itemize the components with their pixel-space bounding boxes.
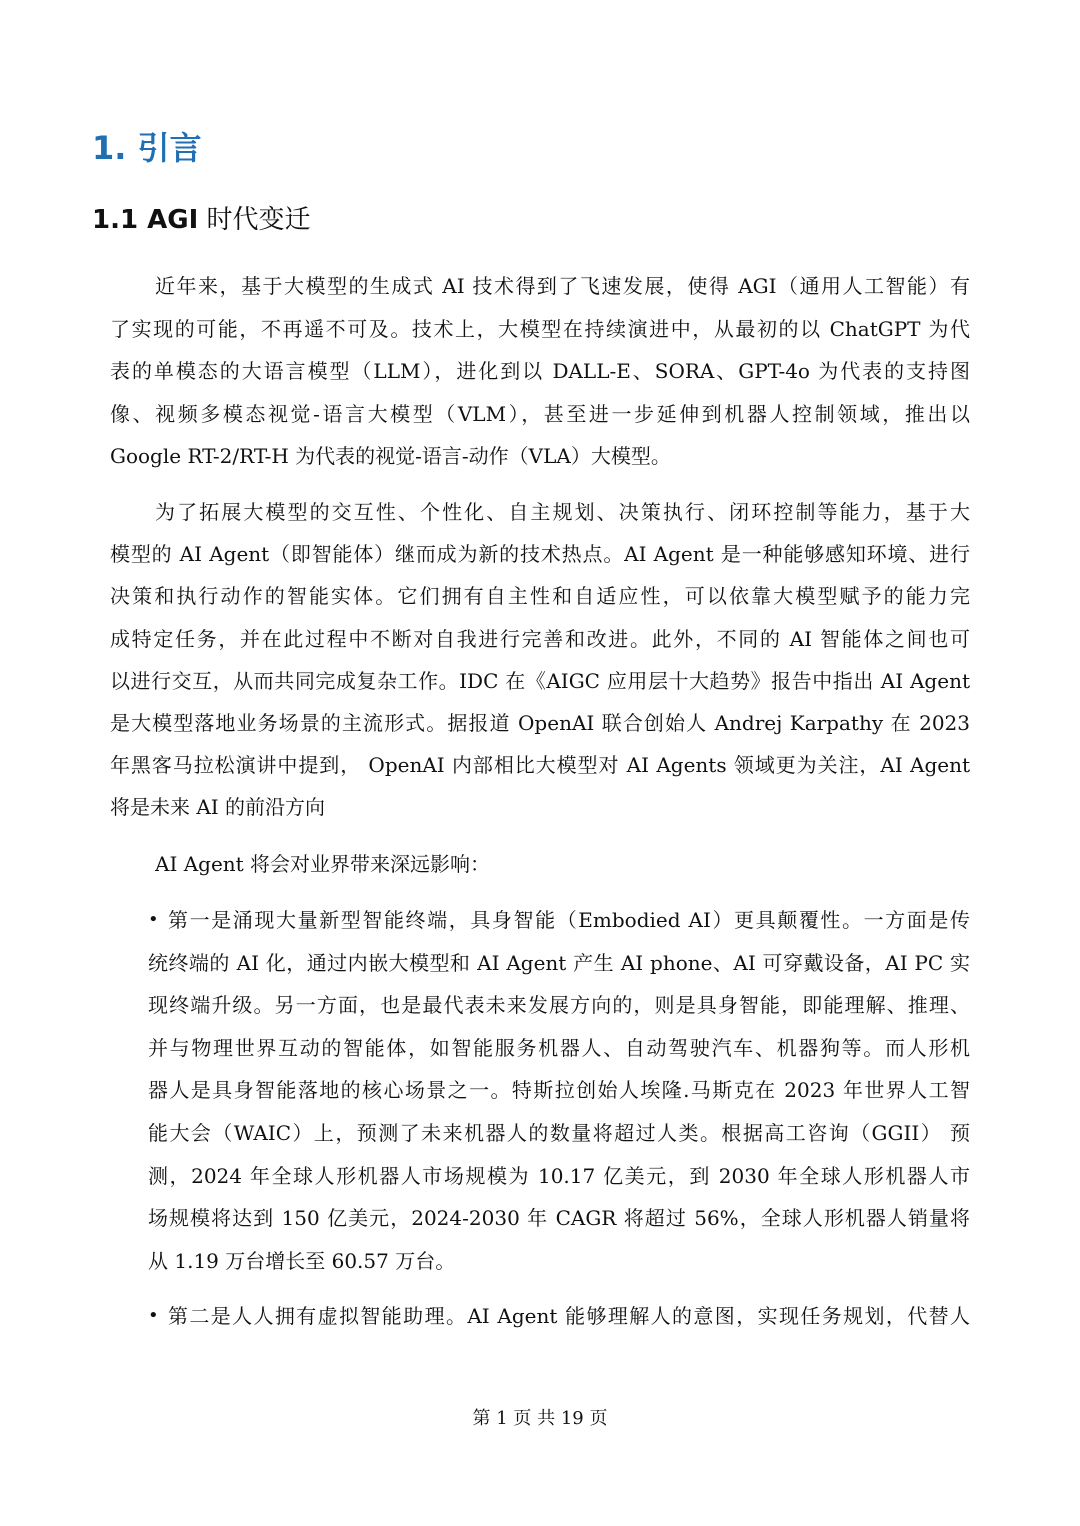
text-line: 现终端升级。另一方面，也是最代表未来发展方向的，则是具身智能，即能理解、推理、 [148,993,970,1018]
text-line: 决策和执行动作的智能实体。它们拥有自主性和自适应性，可以依靠大模型赋予的能力完 [110,584,970,609]
text-line: 并与物理世界互动的智能体，如智能服务机器人、自动驾驶汽车、机器狗等。而人形机 [148,1035,970,1060]
text-line: 成特定任务，并在此过程中不断对自我进行完善和改进。此外，不同的 AI 智能体之间也可 [110,626,970,651]
text-line: 年黑客马拉松演讲中提到， OpenAI 内部相比大模型对 AI Agents 领域更为关注，AI Agent [110,753,970,778]
bullet-marker: • [148,909,159,930]
bullet-marker: • [148,1305,159,1326]
text-line: 近年来，基于大模型的生成式 AI 技术得到了飞速发展，使得 AGI（通用人工智能）有 [155,274,970,298]
subsection-heading [92,200,311,240]
text-line: 将是未来 AI 的前沿方向 [110,795,326,820]
text-line: 模型的 AI Agent（即智能体）继而成为新的技术热点。AI Agent 是一种能够感知环境、进行 [110,542,970,567]
text-line: 场规模将达到 150 亿美元，2024-2030 年 CAGR 将超过 56%，全球人形机器人销量将 [148,1206,970,1231]
subsection-title: 时代变迁 [198,205,311,235]
text-line: 器人是具身智能落地的核心场景之一。特斯拉创始人埃隆.马斯克在 2023 年世界人工智 [148,1078,970,1103]
text-line: 是大模型落地业务场景的主流形式。据报道 OpenAI 联合创始人 Andrej Karpathy 在 2023 [110,711,970,735]
text-line: AI Agent 将会对业界带来深远影响： [155,852,491,876]
text-line: 测，2024 年全球人形机器人市场规模为 10.17 亿美元，到 2030 年全球人形机器人市 [148,1163,970,1188]
text-line: 了实现的可能，不再遥不可及。技术上，大模型在持续演进中，从最初的以 ChatGPT 为代 [110,316,970,341]
section-heading: 1. 引言 [92,129,202,167]
text-line: 能大会（WAIC）上，预测了未来机器人的数量将超过人类。根据高工咨询（GGII） 预 [148,1121,970,1145]
text-line: 以进行交互，从而共同完成复杂工作。IDC 在《AIGC 应用层十大趋势》报告中指出 AI Agent [110,668,970,693]
text-line: 第一是涌现大量新型智能终端，具身智能（Embodied AI）更具颠覆性。一方面是传 [168,908,970,932]
text-line: 表的单模态的大语言模型（LLM），进化到以 DALL-E、SORA、GPT-4o 为代表的支持图 [110,359,970,383]
text-line: 第二是人人拥有虚拟智能助理。AI Agent 能够理解人的意图，实现任务规划，代替人 [168,1304,970,1328]
subsection-number: 1.1 AGI [92,205,199,235]
page-footer: 第 1 页 共 19 页 [472,1408,608,1429]
text-line: 统终端的 AI 化，通过内嵌大模型和 AI Agent 产生 AI phone、AI 可穿戴设备，AI PC 实 [148,950,970,975]
text-line: Google RT-2/RT-H 为代表的视觉-语言-动作（VLA）大模型。 [110,444,671,468]
text-line: 从 1.19 万台增长至 60.57 万台。 [148,1248,456,1273]
text-line: 像、视频多模态视觉-语言大模型（VLM），甚至进一步延伸到机器人控制领域，推出以 [110,401,970,426]
text-line: 为了拓展大模型的交互性、个性化、自主规划、决策执行、闭环控制等能力，基于大 [155,500,970,524]
